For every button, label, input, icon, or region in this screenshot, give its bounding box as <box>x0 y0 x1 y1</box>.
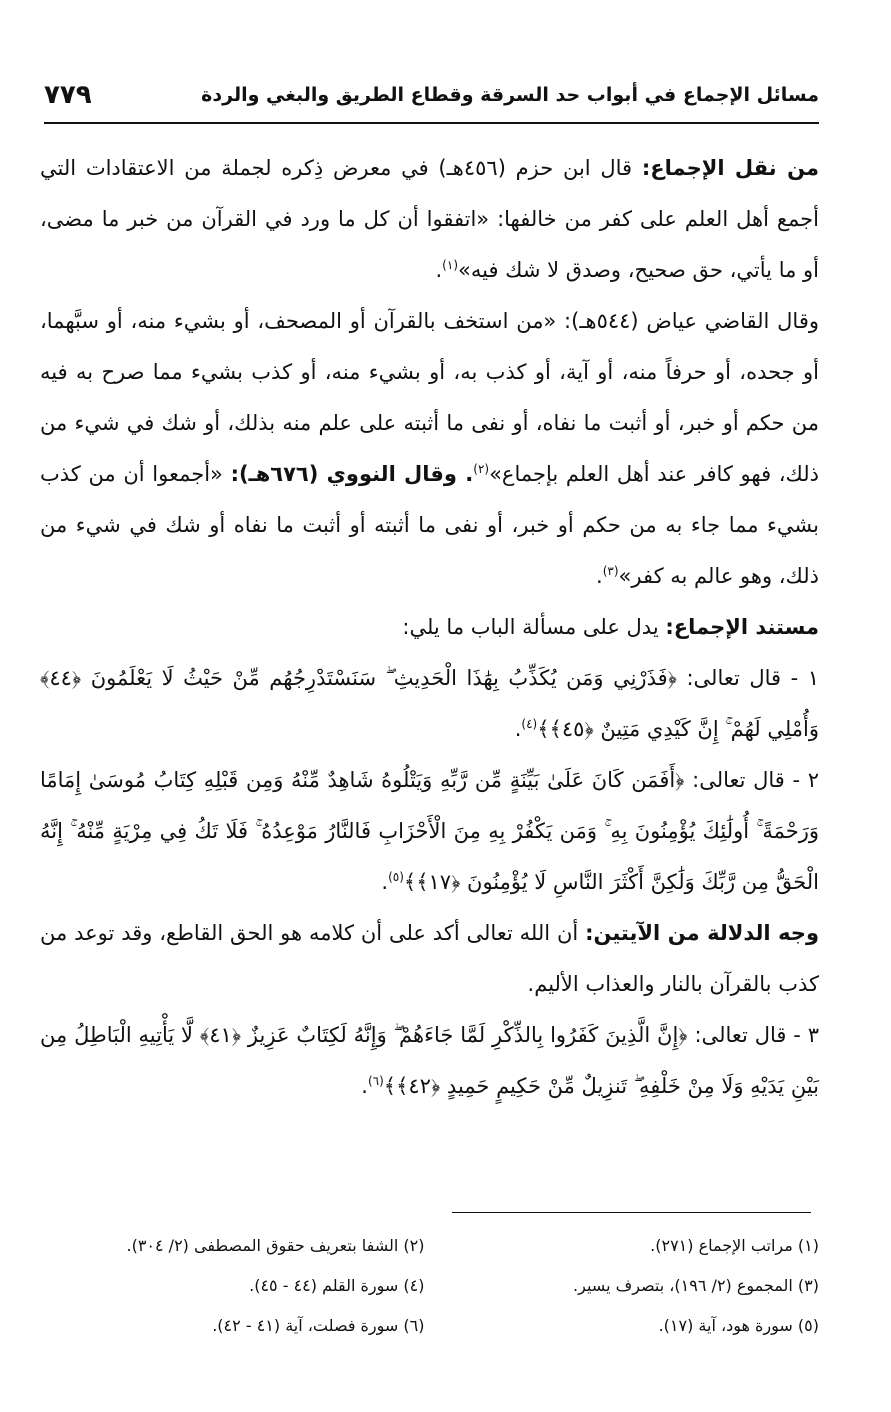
footnote-5: (٥) سورة هود، آية (١٧). <box>658 1316 819 1335</box>
quran-verse: ﴿إِنَّ الَّذِينَ كَفَرُوا بِالذِّكْرِ لَمَّا جَاءَهُمْ ۖ وَإِنَّهُ لَكِتَابٌ عَزِيزٌ ﴿٤١﴾ لَّا يَأْتِيهِ الْبَاطِلُ مِن بَيْنِ يَدَيْهِ وَلَا مِنْ خَلْفِهِ ۖ تَنزِيلٌ مِّنْ حَكِيمٍ حَمِيدٍ ﴿٤٢﴾﴾ <box>40 1023 819 1098</box>
footnotes <box>40 1226 819 1346</box>
footnote-3: (٣) المجموع (٢/ ١٩٦)، بتصرف يسير. <box>573 1276 819 1295</box>
paragraph-evidence-meaning <box>40 908 819 1010</box>
running-header <box>44 80 819 120</box>
item-intro: قال تعالى: <box>692 768 785 792</box>
paragraph-ijma-basis <box>40 602 819 653</box>
quran-verse: ﴿أَفَمَن كَانَ عَلَىٰ بَيِّنَةٍ مِّن رَّبِّهِ وَيَتْلُوهُ شَاهِدٌ مِّنْهُ وَمِن قَبْلِهِ كِتَابُ مُوسَىٰ إِمَامًا وَرَحْمَةً ۚ أُولَٰئِكَ يُؤْمِنُونَ بِهِ ۚ وَمَن يَكْفُرْ بِهِ مِنَ الْأَحْزَابِ فَالنَّارُ مَوْعِدُهُ ۚ فَلَا تَكُ فِي مِرْيَةٍ مِّنْهُ ۚ إِنَّهُ الْحَقُّ مِن رَّبِّكَ وَلَٰكِنَّ أَكْثَرَ النَّاسِ لَا يُؤْمِنُونَ ﴿١٧﴾﴾ <box>40 768 819 894</box>
section-lead: مستند الإجماع: <box>665 615 819 639</box>
footnote-4: (٤) سورة القلم (٤٤ - ٤٥). <box>249 1276 425 1295</box>
item-number: ٢ - <box>792 768 819 792</box>
evidence-item-2 <box>40 755 819 908</box>
paragraph-qadi-iyad <box>40 296 819 602</box>
punctuation: . <box>514 717 522 741</box>
footnote-1: (١) مراتب الإجماع (٢٧١). <box>650 1236 819 1255</box>
paragraph-text: يدل على مسألة الباب ما يلي: <box>402 615 659 639</box>
section-lead: من نقل الإجماع: <box>641 156 819 180</box>
footnote-ref: (٣) <box>602 564 619 578</box>
header-rule <box>44 122 819 124</box>
footnote-ref: (١) <box>442 258 458 272</box>
item-number: ٣ - <box>793 1023 819 1047</box>
paragraph-text: وقال القاضي عياض (٥٤٤هـ): «من استخف بالقرآن أو المصحف، أو بشيء منه، أو سبَّهما، أو جحده، أو حرفاً منه، أو آية، أو كذب به، أو بشيء منه، أو كذب بشيء مما صرح به فيه من حكم أو خبر، أو أثبت ما نفاه، أو نفى ما أثبته على علم منه بذلك، أو شك في شيء من ذلك، فهو كافر عند أهل العلم بإجماع» <box>40 309 819 486</box>
main-text <box>40 143 819 1112</box>
paragraph-text-bold: . وقال النووي (٦٧٦هـ): <box>230 462 474 486</box>
evidence-item-3 <box>40 1010 819 1112</box>
item-intro: قال تعالى: <box>686 666 782 690</box>
punctuation: . <box>361 1074 368 1098</box>
footnote-6: (٦) سورة فصلت، آية (٤١ - ٤٢). <box>212 1316 425 1335</box>
footnote-2: (٢) الشفا بتعريف حقوق المصطفى (٢/ ٣٠٤). <box>126 1236 425 1255</box>
paragraph-ijma-transmission <box>40 143 819 296</box>
paragraph-text: أن الله تعالى أكد على أن كلامه هو الحق القاطع، وقد توعد من كذب بالقرآن بالنار والعذاب الأليم. <box>40 921 819 996</box>
footnote-ref: (٦) <box>367 1074 384 1088</box>
footnote-ref: (٥) <box>388 870 404 884</box>
item-number: ١ - <box>790 666 819 690</box>
punctuation: . <box>381 870 389 894</box>
punctuation: . <box>435 258 443 282</box>
quran-verse: ﴿فَذَرْنِي وَمَن يُكَذِّبُ بِهَٰذَا الْحَدِيثِ ۖ سَنَسْتَدْرِجُهُم مِّنْ حَيْثُ لَا يَعْلَمُونَ ﴿٤٤﴾ وَأُمْلِي لَهُمْ ۚ إِنَّ كَيْدِي مَتِينٌ ﴿٤٥﴾﴾ <box>40 666 819 741</box>
footnote-ref: (٢) <box>473 462 490 476</box>
page-number: ٧٧٩ <box>44 80 92 110</box>
punctuation: . <box>596 564 603 588</box>
footnote-ref: (٤) <box>521 717 538 731</box>
paragraph-text: قال ابن حزم (٤٥٦هـ) في معرض ذِكره لجملة من الاعتقادات التي أجمع أهل العلم على كفر من خالفها: «اتفقوا أن كل ما ورد في القرآن من خبر ما مضى، أو ما يأتي، حق صحيح، وصدق لا شك فيه» <box>40 156 819 282</box>
paragraph-text: «أجمعوا أن من كذب بشيء مما جاء به من حكم أو خبر، أو نفى ما أثبته أو أثبت ما نفاه أو شك في شيء من ذلك، وهو عالم به كفر» <box>40 462 819 588</box>
section-lead: وجه الدلالة من الآيتين: <box>585 921 819 945</box>
footnote-separator <box>452 1212 811 1213</box>
item-intro: قال تعالى: <box>694 1023 787 1047</box>
evidence-item-1 <box>40 653 819 755</box>
running-header-title: مسائل الإجماع في أبواب حد السرقة وقطاع الطريق والبغي والردة <box>201 84 819 106</box>
